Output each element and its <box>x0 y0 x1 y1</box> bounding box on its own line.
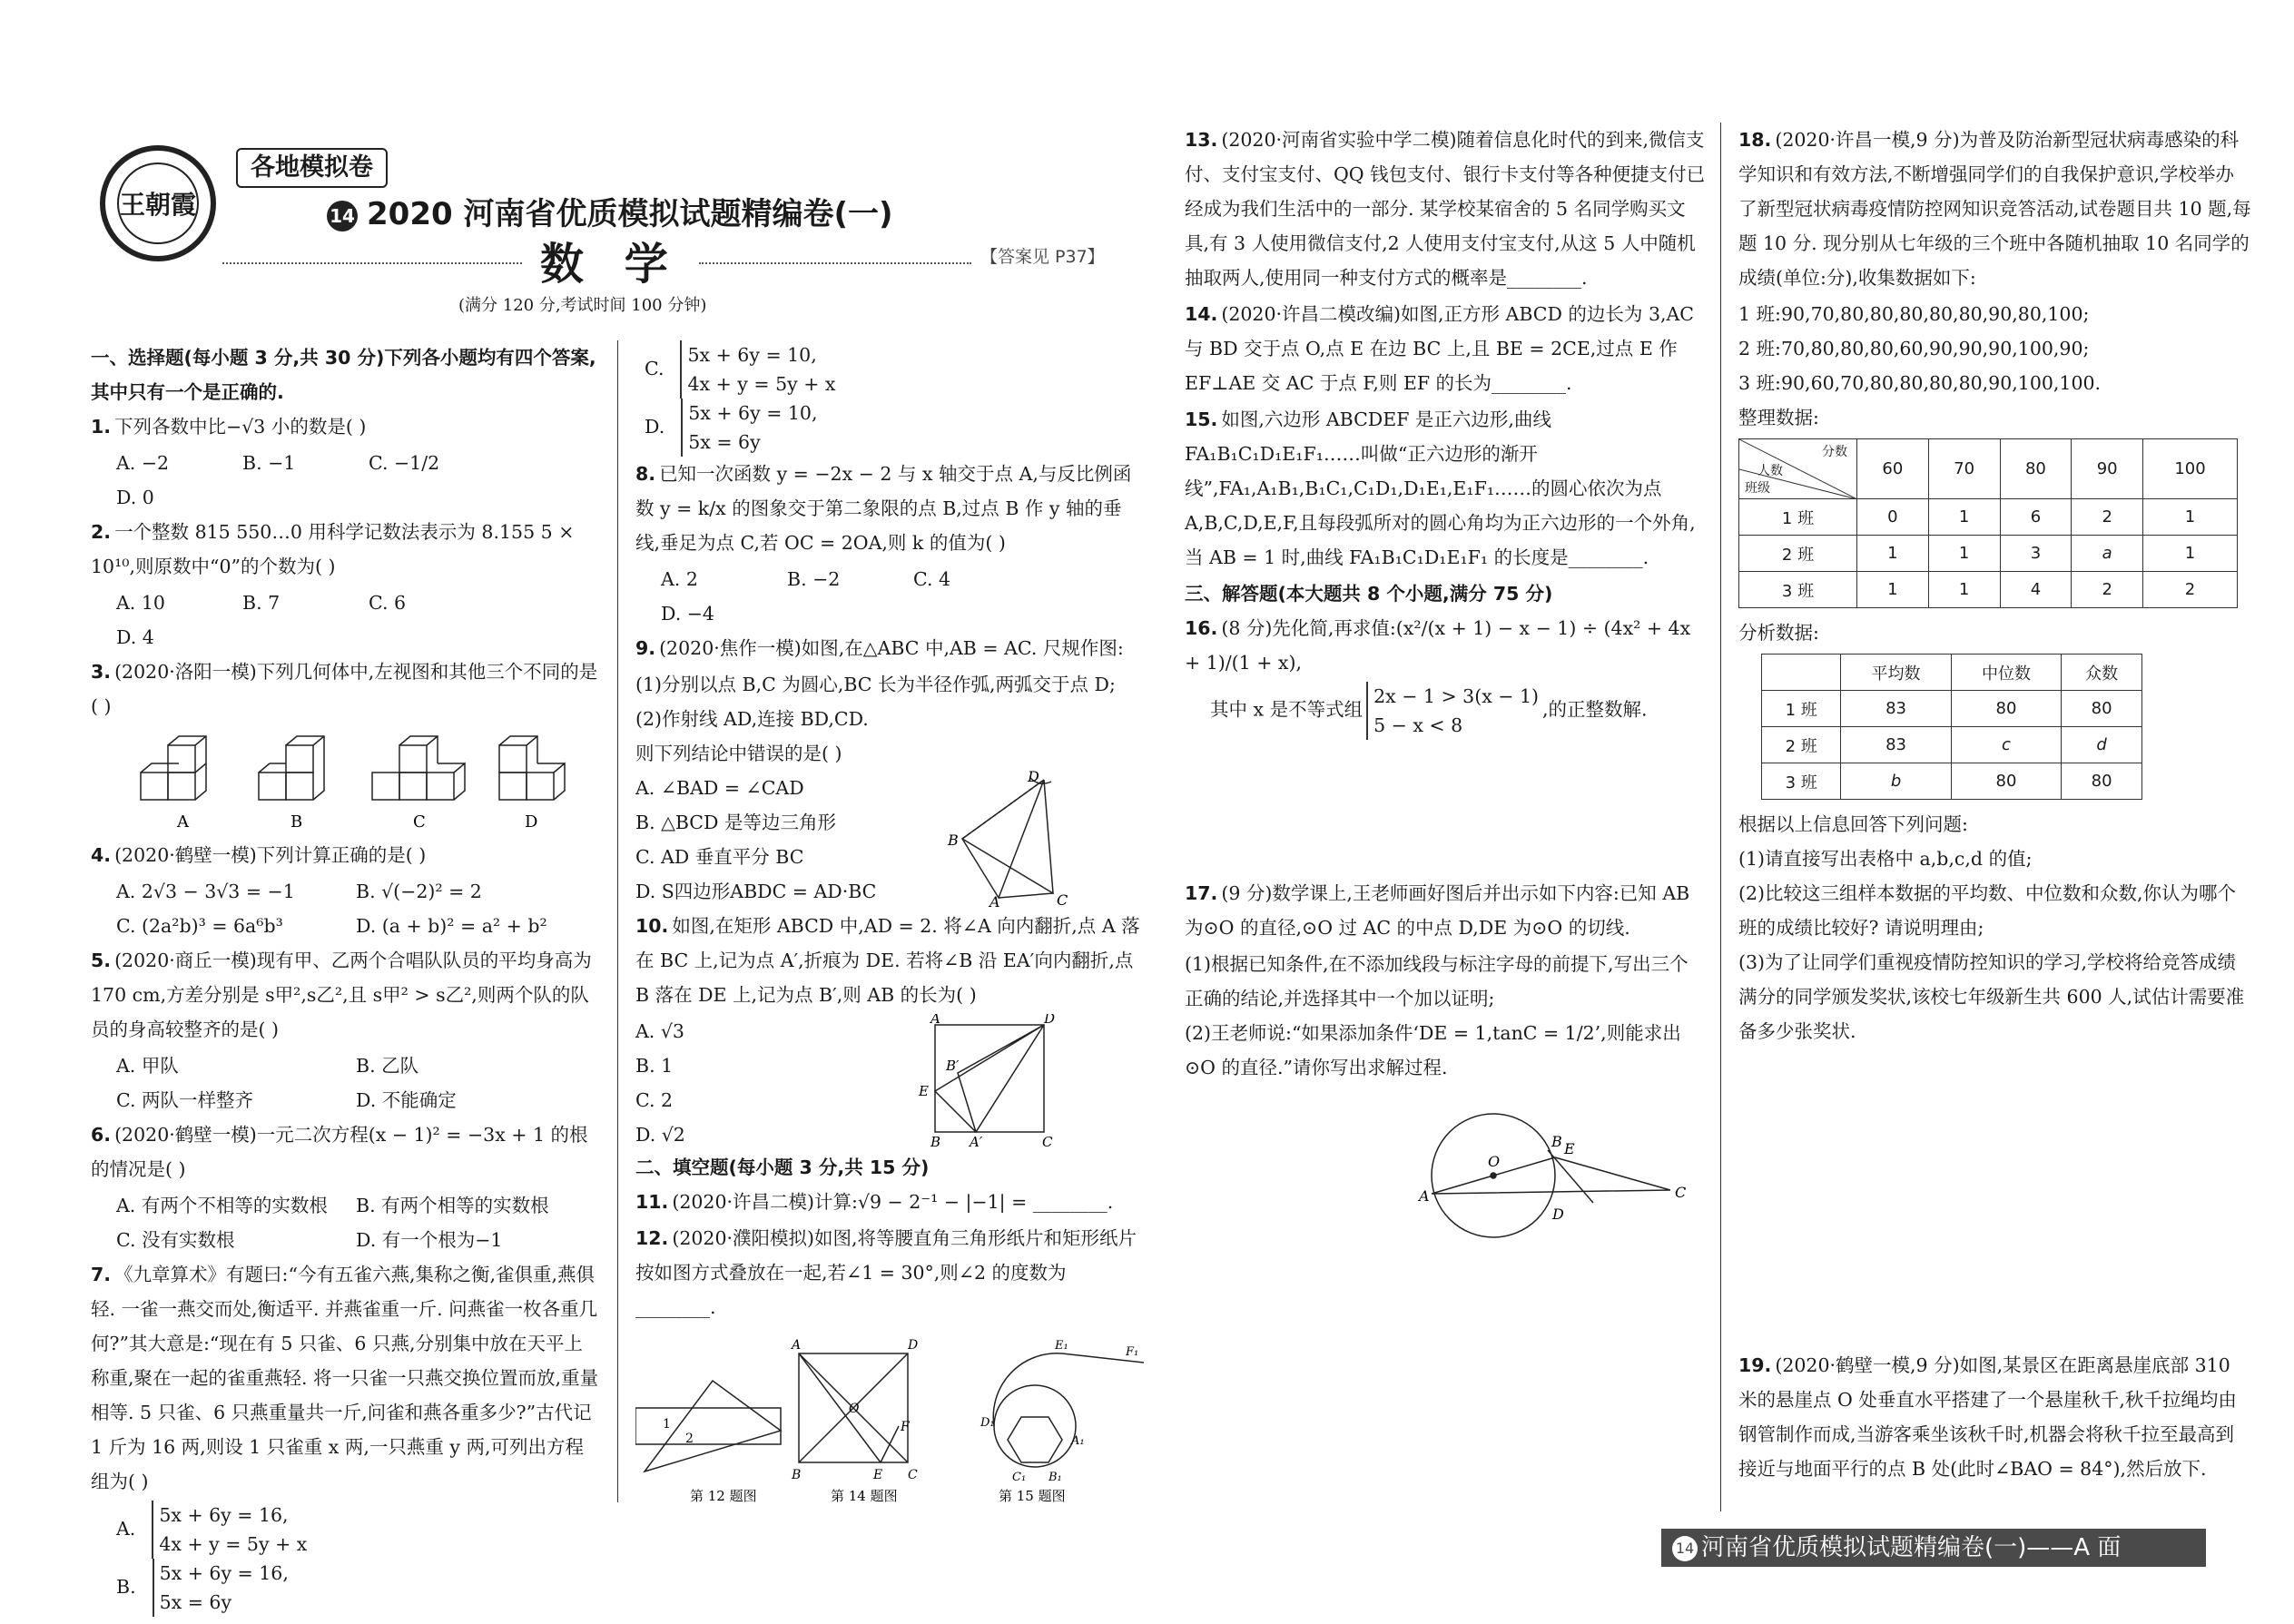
svg-text:C: C <box>1057 891 1068 907</box>
options: A. 10 B. 7 C. 6 D. 4 <box>116 592 407 648</box>
answer-reference: 【答案见 P37】 <box>980 247 1105 267</box>
table-cell: 0 <box>1857 499 1929 536</box>
table-cell: 3 班 <box>1762 763 1841 800</box>
table-cell: 1 班 <box>1739 499 1857 536</box>
table-cell: 1 <box>1928 572 2000 608</box>
figures-12-14-15 <box>635 1326 1144 1508</box>
table-cell: 83 <box>1841 727 1951 763</box>
svg-text:F: F <box>901 1420 910 1434</box>
figure-q15 <box>993 1353 1144 1467</box>
table-row <box>1762 727 2142 763</box>
question-15: 15. 如图,六边形 ABCDEF 是正六边形,曲线 FA₁B₁C₁D₁E₁F₁……叫做“正六边形的渐开线”,FA₁,A₁B₁,B₁C₁,C₁D₁,D₁E₁,E₁F₁……的圆心依次为点 A,B,C,D,E,F,且每段弧所对的圆心角均为正六边形的一个外角,当 AB = 1 时,曲线 FA₁B₁C₁D₁E₁F₁ 的长度是________. <box>1185 408 1696 568</box>
data-line: 1 班:90,70,80,80,80,80,80,90,80,100; <box>1738 303 2090 325</box>
table-cell: a <box>2072 536 2143 572</box>
table-cell: 100 <box>2143 439 2238 499</box>
brand-logo <box>100 145 216 261</box>
question-16: 16. (8 分)先化简,再求值:(x²/(x + 1) − x − 1) ÷ (4x² + 4x + 1)/(1 + x), <box>1185 617 1691 674</box>
section-heading: 一、选择题(每小题 3 分,共 30 分)下列各小题均有四个答案,其中只有一个是正确的. <box>91 347 596 403</box>
svg-text:A: A <box>930 1014 940 1027</box>
table-cell: 60 <box>1857 439 1929 499</box>
question-3: 3. (2020·洛阳一模)下列几何体中,左视图和其他三个不同的是( ) <box>91 661 598 717</box>
table-cell: 2 <box>2072 572 2143 608</box>
figure-cube-solids <box>91 725 599 834</box>
svg-text:2: 2 <box>685 1432 694 1446</box>
question-13: 13. (2020·河南省实验中学二模)随着信息化时代的到来,微信支付、支付宝支付、QQ 钱包支付、银行卡支付等各种便捷支付已经成为我们生活中的一部分. 某学校某宿舍的 5 名同学购买文具,有 3 人使用微信支付,2 人使用支付宝支付,从这 5 人中随机抽取两人,使用同一种支付方式的概率是________. <box>1185 129 1706 289</box>
question-4: 4. (2020·鹤壁一模)下列计算正确的是( ) <box>91 844 427 866</box>
exam-info: (满分 120 分,考试时间 100 分钟) <box>458 296 707 315</box>
svg-text:E₁: E₁ <box>1055 1339 1068 1353</box>
frequency-table <box>1738 438 2238 608</box>
table-cell: 2 <box>2072 499 2143 536</box>
svg-text:A: A <box>989 893 1000 907</box>
paper-number-badge: 14 <box>327 201 358 231</box>
table-cell: 2 班 <box>1739 536 1857 572</box>
divider-left <box>222 262 522 264</box>
question-18: 18. (2020·许昌一模,9 分)为普及防治新型冠状病毒感染的科学知识和有效方法,不断增强同学们的自我保护意识,学校举办了新型冠状病毒疫情防控网知识竞答活动,试卷题目共 10 题,每题 10 分. 现分别从七年级的三个班中各随机抽取 10 名同学的成绩(单位:分),收集数据如下: <box>1738 129 2251 289</box>
table-cell: d <box>2062 727 2142 763</box>
table-cell: c <box>1951 727 2061 763</box>
column-divider <box>1720 123 1721 1511</box>
svg-text:A′: A′ <box>970 1134 983 1150</box>
option-label: B <box>290 812 303 832</box>
data-line: 3 班:90,60,70,80,80,80,80,90,100,100. <box>1738 372 2102 394</box>
figure-caption: 第 14 题图 <box>831 1488 898 1504</box>
option-label: C <box>413 812 426 832</box>
table-cell: 80 <box>1951 691 2061 727</box>
table-cell: 80 <box>1951 763 2061 800</box>
svg-text:B₁: B₁ <box>1049 1471 1062 1484</box>
svg-text:F₁: F₁ <box>1126 1345 1139 1359</box>
table-cell: 1 <box>1928 536 2000 572</box>
svg-text:B: B <box>1551 1133 1562 1150</box>
table-cell: 80 <box>2062 691 2142 727</box>
column-2: C.5x + 6y = 10, 4x + y = 5y + x D.5x + 6y = 10, 5x = 6y 8. 已知一次函数 y = −2x − 2 与 x 轴交于点 A,与反比例函数 y = k/x 的图象交于第二象限的点 B,过点 B 作 y 轴的垂线,垂足为点 C,若 OC = 2OA,则 k 的值为( ) A. 2 B. −2 C. 4 D. −4 9. (2020·焦作一模)如图,在△ABC 中,AB = AC. 尺规作图: (1)分别以点 B,C 为圆心,BC 长为半径作弧,两弧交于点 D; (2)作射线 AD,连接 BD,CD. 则下列结论中错误的是( ) A. ∠BAD = ∠CAD B. △BCD 是等边三角形 C. AD 垂直平分 BC D. S四边形ABDC = AD·BC D B A C 10. 如图,在矩形 ABCD 中,AD = 2. 将∠A 向内翻折,点 A 落在 BC 上,记为点 A′,折痕为 DE. 若将∠B 沿 EA′向内翻折,点 B 落在 DE 上,记为点 B′,则 AB 的长为( ) A. √3 B. 1 C. 2 D. √2 A D E B′ B A′ C 二、填空题(每小题 3 分,共 15 分) 11. (2020·许昌二模)计算:√9 − 2⁻¹ − |−1| = ________. 12. (2020·濮阳模拟)如图,将等腰直角三角形纸片和矩形纸片按如图方式叠放在一起,若∠1 = 30°,则∠2 的度数为________. 1 2 A D O F B E C E₁ F₁ D₁ C₁ B₁ A₁ 第 12 题图 第 14 题图 第 15 题图 <box>635 340 1144 1624</box>
options: A. −2 B. −1 C. −1/2 D. 0 <box>116 452 440 508</box>
subject-title: 数 学 <box>540 239 681 290</box>
footer-badge: 14 <box>1672 1536 1698 1561</box>
svg-text:D: D <box>1552 1206 1564 1223</box>
figure-caption: 第 12 题图 <box>690 1488 757 1504</box>
figure-caption: 第 15 题图 <box>999 1488 1066 1504</box>
question-11: 11. (2020·许昌二模)计算:√9 − 2⁻¹ − |−1| = ________. <box>635 1191 1114 1213</box>
table-cell: 中位数 <box>1951 655 2061 691</box>
question-10: 10. 如图,在矩形 ABCD 中,AD = 2. 将∠A 向内翻折,点 A 落在 BC 上,记为点 A′,折痕为 DE. 若将∠B 沿 EA′向内翻折,点 B 落在 DE 上,记为点 B′,则 AB 的长为( ) <box>635 915 1140 1006</box>
question-6: 6. (2020·鹤壁一模)一元二次方程(x − 1)² = −3x + 1 的根的情况是( ) <box>91 1124 588 1180</box>
table-cell: 众数 <box>2062 655 2142 691</box>
table-cell: 1 <box>1928 499 2000 536</box>
column-divider <box>617 340 618 1502</box>
svg-text:E: E <box>873 1468 883 1482</box>
table-cell <box>1762 655 1841 691</box>
table-cell: 4 <box>2000 572 2072 608</box>
question-9: 9. (2020·焦作一模)如图,在△ABC 中,AB = AC. 尺规作图: <box>635 637 1124 659</box>
solid-b <box>259 736 324 800</box>
svg-text:C₁: C₁ <box>1012 1471 1027 1484</box>
column-1 <box>91 340 599 1624</box>
options: A. 2√3 − 3√3 = −1 B. √(−2)² = 2 C. (2a²b)³ = 6a⁶b³ D. (a + b)² = a² + b² <box>116 881 547 937</box>
svg-text:A₁: A₁ <box>1071 1434 1085 1448</box>
table-cell: 90 <box>2072 439 2143 499</box>
solid-a <box>141 736 206 800</box>
footer-text: 河南省优质模拟试题精编卷(一)——A 面 <box>1701 1534 2122 1561</box>
svg-text:B: B <box>930 1134 941 1150</box>
svg-text:A: A <box>792 1338 802 1353</box>
svg-text:1: 1 <box>663 1417 671 1432</box>
question-5: 5. (2020·商丘一模)现有甲、乙两个合唱队队员的平均身高为 170 cm,方差分别是 s甲²,s乙²,且 s甲² > s乙²,则两个队的队员的身高较整齐的是( ) <box>91 950 592 1040</box>
statistics-table <box>1761 654 2142 800</box>
question-1: 1. 下列各数中比−√3 小的数是( ) <box>91 416 367 438</box>
table-cell: 1 <box>2143 536 2238 572</box>
table-cell: 83 <box>1841 691 1951 727</box>
options: A. ∠BAD = ∠CAD B. △BCD 是等边三角形 C. AD 垂直平分 BC D. S四边形ABDC = AD·BC <box>635 777 877 902</box>
question-7: 7. 《九章算术》有题曰:“今有五雀六燕,集称之衡,雀俱重,燕俱轻. 一雀一燕交而处,衡适平. 并燕雀重一斤. 问燕雀一枚各重几何?”其大意是:“现在有 5 只雀、6 只燕,分别集中放在天平上称重,聚在一起的雀重燕轻. 将一只雀一只燕交换位置而放,重量相等. 5 只雀、6 只燕重量共一斤,问雀和燕各重多少?”古代记 1 斤为 16 两,则设 1 只雀重 x 两,一只燕重 y 两,可列出方程组为( ) <box>91 1264 599 1492</box>
svg-text:C: C <box>908 1468 918 1482</box>
options: A. 有两个不相等的实数根 B. 有两个相等的实数根 C. 没有实数根 D. 有一个根为−1 <box>116 1195 549 1251</box>
table-cell: 80 <box>2062 763 2142 800</box>
page-footer <box>1661 1529 2206 1567</box>
svg-text:A: A <box>1419 1187 1430 1205</box>
table-cell: 1 <box>2143 499 2238 536</box>
options: C.5x + 6y = 10, 4x + y = 5y + x D.5x + 6y = 10, 5x = 6y <box>635 340 1144 457</box>
section-heading: 三、解答题(本大题共 8 个小题,满分 75 分) <box>1185 583 1553 605</box>
column-4: 18. (2020·许昌一模,9 分)为普及防治新型冠状病毒感染的科学知识和有效方法,不断增强同学们的自我保护意识,学校举办了新型冠状病毒疫情防控网知识竞答活动,试卷题目共 10 题,每题 10 分. 现分别从七年级的三个班中各随机抽取 10 名同学的成绩(单位:分),收集数据如下: 1 班:90,70,80,80,80,80,80,90,80,100; 2 班:70,80,80,80,60,90,90,90,100,90; 3 班:90,60,70,80,80,80,80,90,100,100. 整理数据: 分数 人数 班级 60 70 80 90 100 1 班 0 1 6 2 1 2 班 1 1 3 a 1 3 班 1 1 4 2 2 分析数据: 平均数 中位数 众数 1 班 83 80 80 2 班 83 c d 3 班 b 80 80 根据以上信息回答下列问题: (1)请直接写出表格中 a,b,c,d 的值; (2)比较这三组样本数据的平均数、中位数和众数,你认为哪个班的成绩比较好? 请说明理由; (3)为了让同学们重视疫情防控知识的学习,学校将给竞答成绩满分的同学颁发奖状,该校七年级新生共 600 人,试估计需要准备多少张奖状. 19. (2020·鹤壁一模,9 分)如图,某景区在距离悬崖底部 310 米的悬崖点 O 处垂直水平搭建了一个悬崖秋千,秋千拉绳均由钢管制作而成,当游客乘坐该秋千时,机器会将秋千拉至最高到接近与地面平行的点 B 处(此时∠BAO = 84°),然后放下. <box>1738 123 2251 1624</box>
options: A. 2 B. −2 C. 4 D. −4 <box>661 568 951 625</box>
logo-text: 王朝霞 <box>117 162 199 244</box>
question-8: 8. 已知一次函数 y = −2x − 2 与 x 轴交于点 A,与反比例函数 y = k/x 的图象交于第二象限的点 B,过点 B 作 y 轴的垂线,垂足为点 C,若 OC = 2OA,则 k 的值为( ) <box>635 463 1132 554</box>
svg-text:D: D <box>1044 1014 1056 1027</box>
svg-text:O: O <box>1488 1153 1501 1170</box>
table-cell: 6 <box>2000 499 2072 536</box>
svg-text:B′: B′ <box>946 1058 960 1074</box>
svg-text:B: B <box>792 1468 802 1482</box>
option-label: A <box>177 812 189 832</box>
table-cell: 平均数 <box>1841 655 1951 691</box>
divider-right <box>699 262 971 264</box>
table-row <box>1739 572 2238 608</box>
figure-q17 <box>1185 1103 1707 1248</box>
solid-c <box>372 736 465 800</box>
table-row <box>1739 536 2238 572</box>
svg-text:D₁: D₁ <box>980 1416 995 1430</box>
data-line: 2 班:70,80,80,80,60,90,90,90,100,90; <box>1738 338 2090 359</box>
options: A. √3 B. 1 C. 2 D. √2 <box>635 1020 685 1146</box>
svg-text:E: E <box>1564 1140 1575 1157</box>
section-heading: 二、填空题(每小题 3 分,共 15 分) <box>635 1156 930 1178</box>
table-cell: b <box>1841 763 1951 800</box>
table-cell: 3 <box>2000 536 2072 572</box>
table-cell: 3 班 <box>1739 572 1857 608</box>
figure-q12 <box>635 1381 781 1471</box>
paper-title-text: 2020 河南省优质模拟试题精编卷(一) <box>367 196 893 232</box>
svg-text:O: O <box>849 1402 860 1416</box>
question-17: 17. (9 分)数学课上,王老师画好图后并出示如下内容:已知 AB 为⊙O 的直径,⊙O 过 AC 的中点 D,DE 为⊙O 的切线. <box>1185 882 1690 939</box>
section-tag: 各地模拟卷 <box>236 148 388 188</box>
options: A. 甲队 B. 乙队 C. 两队一样整齐 D. 不能确定 <box>116 1055 457 1111</box>
table-cell: 1 <box>1857 536 1929 572</box>
question-2: 2. 一个整数 815 550…0 用科学记数法表示为 8.155 5 × 10¹⁰,则原数中“0”的个数为( ) <box>91 521 575 577</box>
table-cell: 分数 人数 班级 <box>1739 439 1857 499</box>
table-cell: 80 <box>2000 439 2072 499</box>
svg-text:C: C <box>1675 1184 1687 1201</box>
figure-q10 <box>908 1014 1080 1150</box>
table-row <box>1739 499 2238 536</box>
options: A.5x + 6y = 16, 4x + y = 5y + x B.5x + 6y = 16, 5x = 6y <box>91 1501 599 1617</box>
table-cell: 1 班 <box>1762 691 1841 727</box>
table-cell: 1 <box>1857 572 1929 608</box>
svg-text:D: D <box>908 1338 919 1353</box>
svg-text:B: B <box>948 832 959 849</box>
figure-q9 <box>944 771 1089 907</box>
option-label: D <box>525 812 538 832</box>
table-cell: 70 <box>1928 439 2000 499</box>
question-14: 14. (2020·许昌二模改编)如图,正方形 ABCD 的边长为 3,AC 与 BD 交于点 O,点 E 在边 BC 上,且 BE = 2CE,过点 E 作 EF⊥AE 交 AC 于点 F,则 EF 的长为________. <box>1185 303 1694 394</box>
table-row <box>1762 763 2142 800</box>
svg-text:D: D <box>1028 771 1039 785</box>
svg-text:C: C <box>1042 1134 1053 1150</box>
table-cell: 2 班 <box>1762 727 1841 763</box>
svg-text:E: E <box>919 1083 929 1099</box>
column-3: 13. (2020·河南省实验中学二模)随着信息化时代的到来,微信支付、支付宝支付、QQ 钱包支付、银行卡支付等各种便捷支付已经成为我们生活中的一部分. 某学校某宿舍的 5 名同学购买文具,有 3 人使用微信支付,2 人使用支付宝支付,从这 5 人中随机抽取两人,使用同一种支付方式的概率是________. 14. (2020·许昌二模改编)如图,正方形 ABCD 的边长为 3,AC 与 BD 交于点 O,点 E 在边 BC 上,且 BE = 2CE,过点 E 作 EF⊥AE 交 AC 于点 F,则 EF 的长为________. 15. 如图,六边形 ABCDEF 是正六边形,曲线 FA₁B₁C₁D₁E₁F₁……叫做“正六边形的渐开线”,FA₁,A₁B₁,B₁C₁,C₁D₁,D₁E₁,E₁F₁……的圆心依次为点 A,B,C,D,E,F,且每段弧所对的圆心角均为正六边形的一个外角,当 AB = 1 时,曲线 FA₁B₁C₁D₁E₁F₁ 的长度是________. 三、解答题(本大题共 8 个小题,满分 75 分) 16. (8 分)先化简,再求值:(x²/(x + 1) − x − 1) ÷ (4x² + 4x + 1)/(1 + x), 其中 x 是不等式组2x − 1 > 3(x − 1) 5 − x < 8,的正整数解. 17. (9 分)数学课上,王老师画好图后并出示如下内容:已知 AB 为⊙O 的直径,⊙O 过 AC 的中点 D,DE 为⊙O 的切线. (1)根据已知条件,在不添加线段与标注字母的前提下,写出三个正确的结论,并选择其中一个加以证明; (2)王老师说:“如果添加条件‘DE = 1,tanC = 1/2’,则能求出⊙O 的直径.”请你写出求解过程. A O B E D C <box>1185 123 1707 1624</box>
question-12: 12. (2020·濮阳模拟)如图,将等腰直角三角形纸片和矩形纸片按如图方式叠放在一起,若∠1 = 30°,则∠2 的度数为________. <box>635 1227 1137 1318</box>
solid-d <box>499 736 565 800</box>
table-cell: 2 <box>2143 572 2238 608</box>
table-row <box>1762 691 2142 727</box>
paper-title <box>327 189 893 233</box>
question-19: 19. (2020·鹤壁一模,9 分)如图,某景区在距离悬崖底部 310 米的悬崖点 O 处垂直水平搭建了一个悬崖秋千,秋千拉绳均由钢管制作而成,当游客乘坐该秋千时,机器会将秋千拉至最高到接近与地面平行的点 B 处(此时∠BAO = 84°),然后放下. <box>1738 1354 2237 1480</box>
